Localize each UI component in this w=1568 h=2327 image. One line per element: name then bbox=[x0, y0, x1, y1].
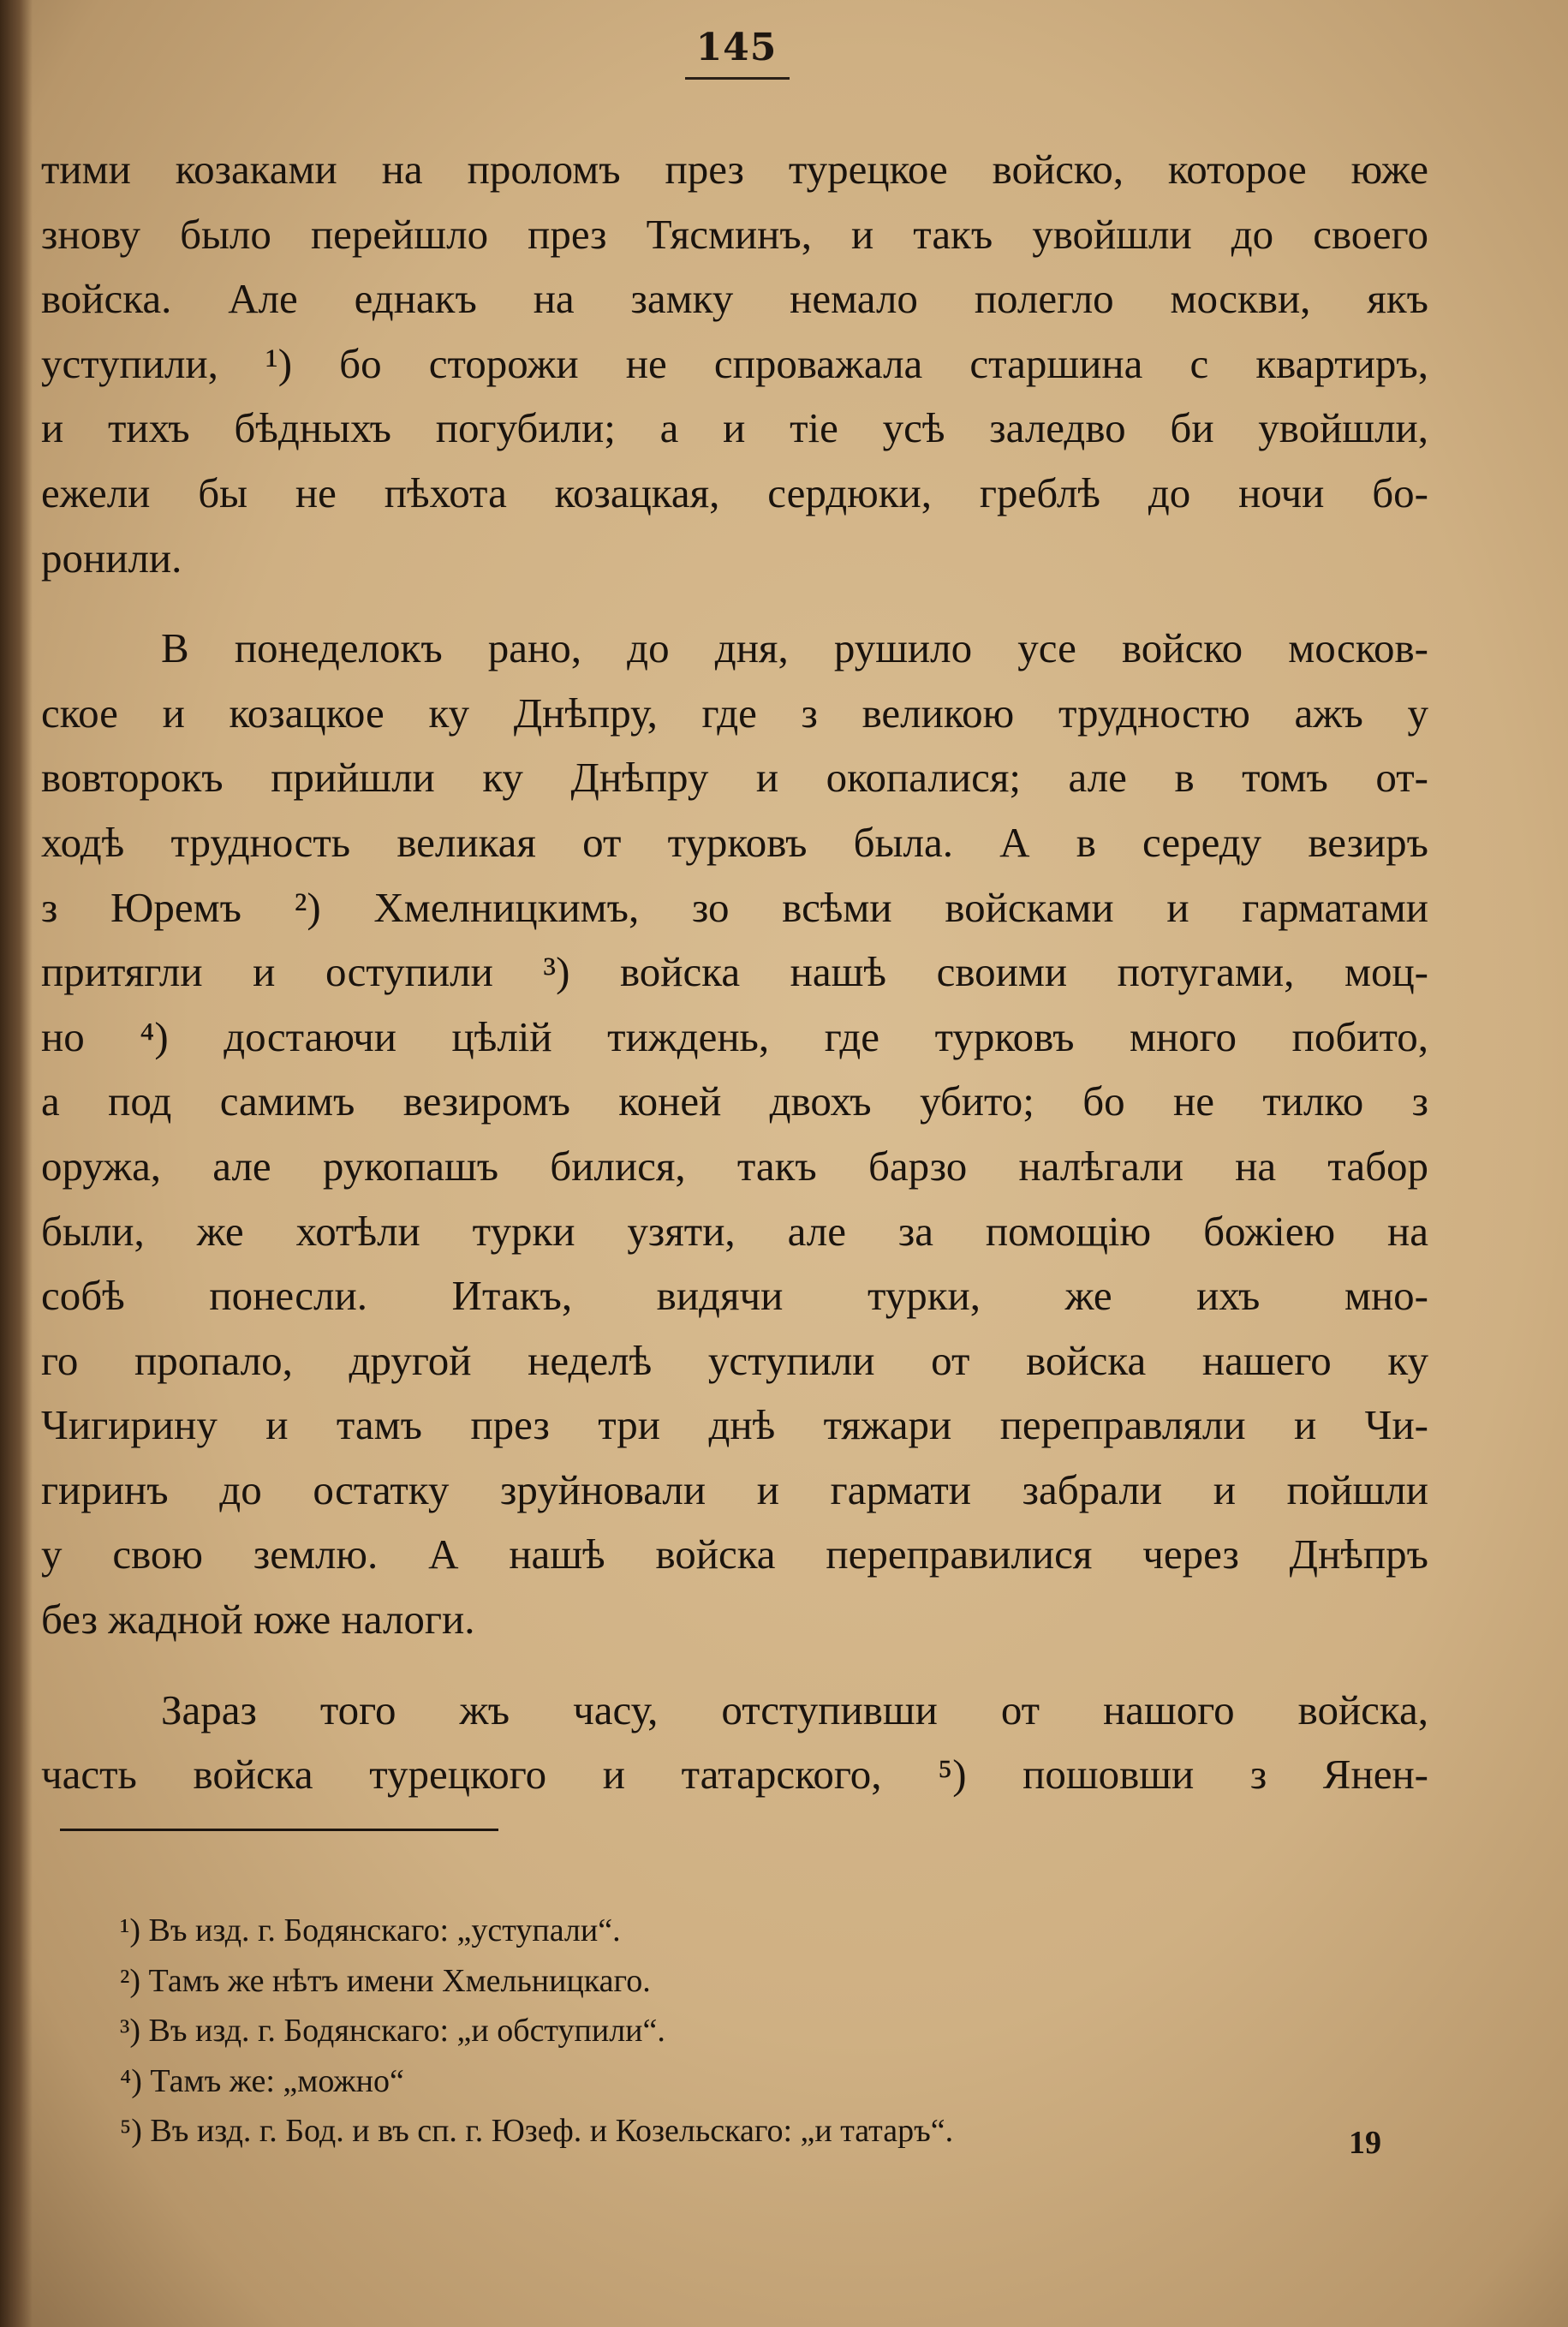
footnote-5: ⁵) Въ изд. г. Бод. и въ сп. г. Юзеф. и Козельскаго: „и татаръ“. bbox=[120, 2113, 954, 2149]
text-line: а под самимъ везиромъ коней двохъ убито; бо не тилко з bbox=[41, 1077, 1428, 1125]
text-line: Чигирину и тамъ през три днѣ тяжари переправляли и Чи- bbox=[41, 1401, 1428, 1449]
text-line: войска. Але еднакъ на замку немало полегло москви, якъ bbox=[41, 275, 1428, 323]
text-line: тими козаками на проломъ през турецкое войско, которое юже bbox=[41, 146, 1428, 193]
text-line: притягли и оступили ³) войска нашѣ своими потугами, моц- bbox=[41, 948, 1428, 996]
body-text bbox=[41, 137, 1428, 1807]
footnote-separator bbox=[60, 1829, 498, 1831]
text-line: и тихъ бѣдныхъ погубили; а и тіе усѣ заледво би увойшли, bbox=[41, 404, 1428, 452]
text-line: у свою землю. А нашѣ войска переправилися через Днѣпръ bbox=[41, 1530, 1428, 1578]
paragraph-gap bbox=[41, 1652, 1428, 1678]
text-line: были, же хотѣли турки узяти, але за помощію божіею на bbox=[41, 1207, 1428, 1255]
text-line: оружа, але рукопашъ билися, такъ барзо налѣгали на табор bbox=[41, 1142, 1428, 1190]
text-line: без жадной юже налоги. bbox=[41, 1596, 475, 1644]
text-line: ежели бы не пѣхота козацкая, сердюки, греблѣ до ночи бо- bbox=[41, 468, 1428, 516]
text-line: гиринъ до остатку зруйновали и гармати забрали и пойшли bbox=[41, 1465, 1428, 1513]
text-line: часть войска турецкого и татарского, ⁵) пошовши з Янен- bbox=[41, 1751, 1428, 1799]
printer-signature-mark: 19 bbox=[1349, 2125, 1381, 2161]
text-line: вовторокъ прийшли ку Днѣпру и окопалися; але в томъ от- bbox=[41, 754, 1428, 802]
text-line: знову было перейшло през Тясминъ, и такъ увойшли до своего bbox=[41, 210, 1428, 258]
page-number-underline bbox=[685, 77, 790, 80]
text-line: но ⁴) достаючи цѣлій тиждень, где турковъ много побито, bbox=[41, 1012, 1428, 1060]
footnote-4: ⁴) Тамъ же: „можно“ bbox=[120, 2062, 404, 2099]
footnotes bbox=[120, 1906, 1404, 2157]
footnote-1: ¹) Въ изд. г. Бодянскаго: „уступали“. bbox=[120, 1912, 621, 1948]
text-line: В понеделокъ рано, до дня, рушило усе войско москов- bbox=[161, 624, 1428, 672]
page-number: 145 bbox=[695, 26, 778, 69]
text-line: з Юремъ ²) Хмелницкимъ, зо всѣми войсками и гарматами bbox=[41, 883, 1428, 931]
footnote-2: ²) Тамъ же нѣтъ имени Хмельницкаго. bbox=[120, 1962, 651, 1999]
text-line: уступили, ¹) бо сторожи не спроважала старшина с квартиръ, bbox=[41, 339, 1428, 387]
paragraph-gap bbox=[41, 590, 1428, 616]
text-line: ронили. bbox=[41, 534, 182, 582]
footnote-3: ³) Въ изд. г. Бодянскаго: „и обступили“. bbox=[120, 2013, 665, 2049]
text-line: собѣ понесли. Итакъ, видячи турки, же ихъ мно- bbox=[41, 1272, 1428, 1320]
text-line: го пропало, другой неделѣ уступили от войска нашего ку bbox=[41, 1336, 1428, 1384]
text-line: Зараз того жъ часу, отступивши от нашого войска, bbox=[161, 1686, 1428, 1733]
text-line: ское и козацкое ку Днѣпру, где з великою трудностю ажъ у bbox=[41, 689, 1428, 737]
text-line: ходѣ трудность великая от турковъ была. А в середу везиръ bbox=[41, 818, 1428, 866]
